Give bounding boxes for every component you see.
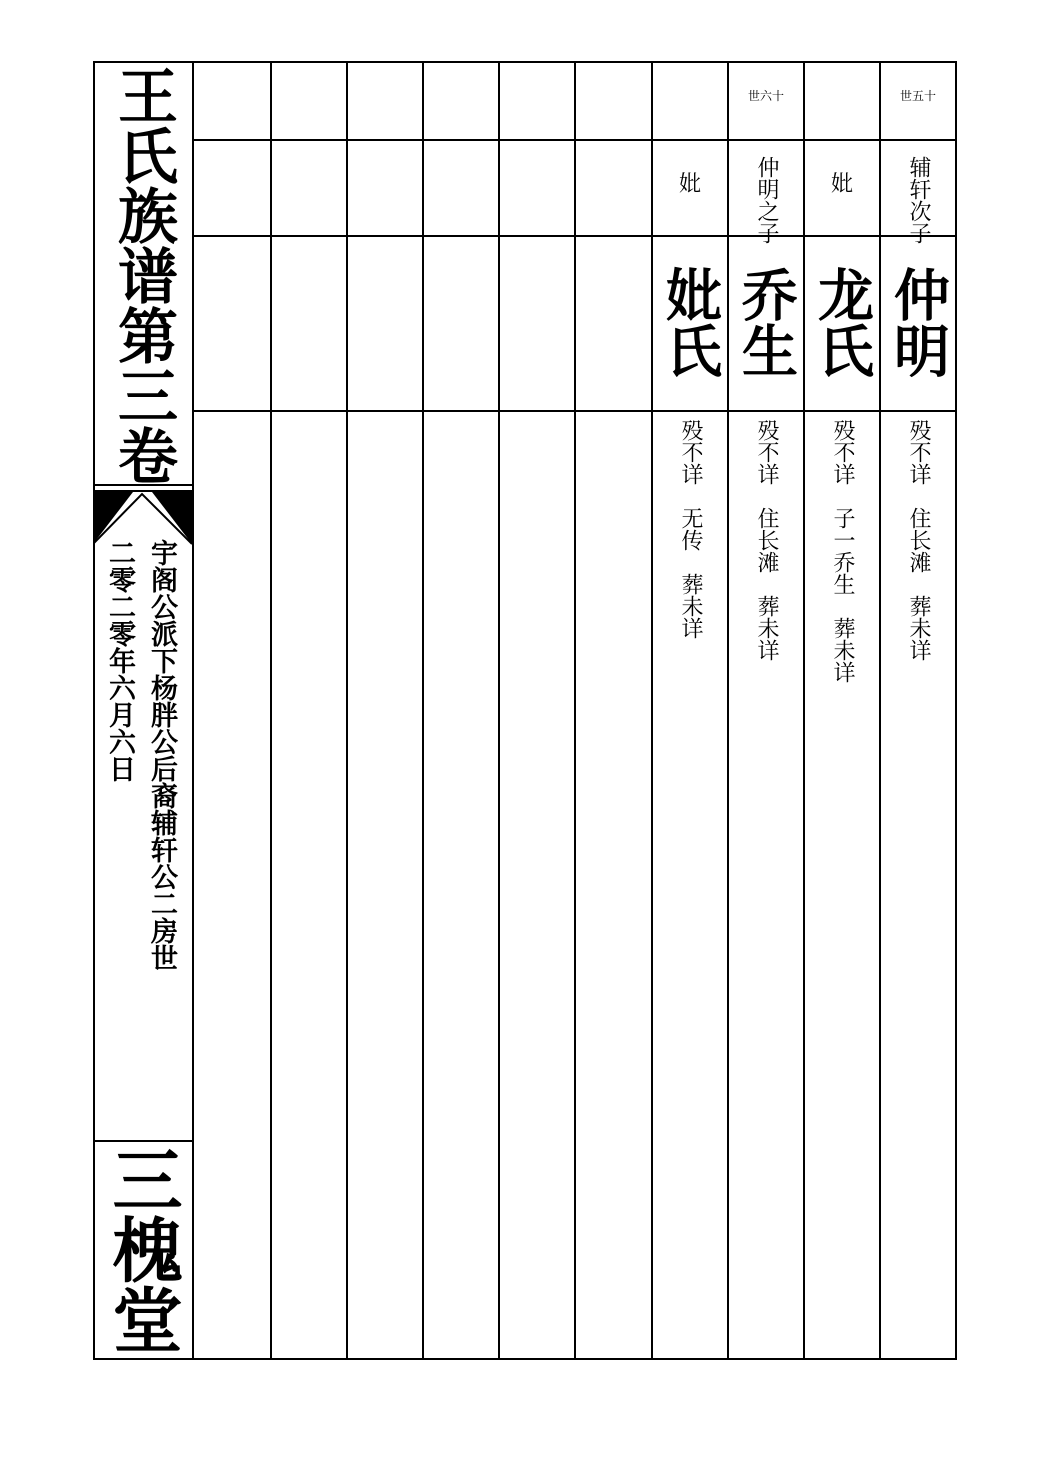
genealogy-title-text: 王氏族谱第三卷 — [108, 65, 178, 485]
column-line — [346, 61, 348, 1360]
title-panel — [93, 61, 194, 1360]
row-line — [194, 235, 957, 237]
column-line — [270, 61, 272, 1360]
person-name: 乔生 — [733, 266, 799, 378]
person-name: 龙氏 — [809, 266, 875, 378]
person-details: 殁不详 住长滩 葬未详 — [906, 419, 931, 661]
generation-label: 世六十 — [747, 89, 784, 103]
person-name: 妣氏 — [657, 266, 723, 378]
person-details: 殁不详 子一乔生 葬未详 — [830, 419, 855, 683]
relation-note: 辅轩次子 — [906, 156, 931, 244]
hall-name: 三槐堂 — [101, 1144, 184, 1354]
person-name: 仲明 — [885, 266, 951, 378]
hall-divider — [93, 1140, 192, 1142]
person-details: 殁不详 无传 葬未详 — [678, 419, 703, 639]
column-line — [574, 61, 576, 1360]
generation-label: 世五十 — [899, 89, 936, 103]
column-line — [422, 61, 424, 1360]
person-details: 殁不详 住长滩 葬未详 — [754, 419, 779, 661]
genealogy-title — [93, 65, 192, 485]
lineage-subtitle: 宇阁公派下杨胖公后裔辅轩公二房世 — [146, 539, 177, 971]
column-line — [498, 61, 500, 1360]
relation-note: 妣 — [830, 172, 853, 197]
row-line — [194, 139, 957, 141]
genealogy-grid — [194, 61, 957, 1360]
title-divider — [93, 484, 192, 486]
compile-date: 二零二零年六月六日 — [104, 539, 135, 782]
relation-note: 妣 — [678, 172, 701, 197]
relation-note: 仲明之子 — [754, 156, 779, 244]
